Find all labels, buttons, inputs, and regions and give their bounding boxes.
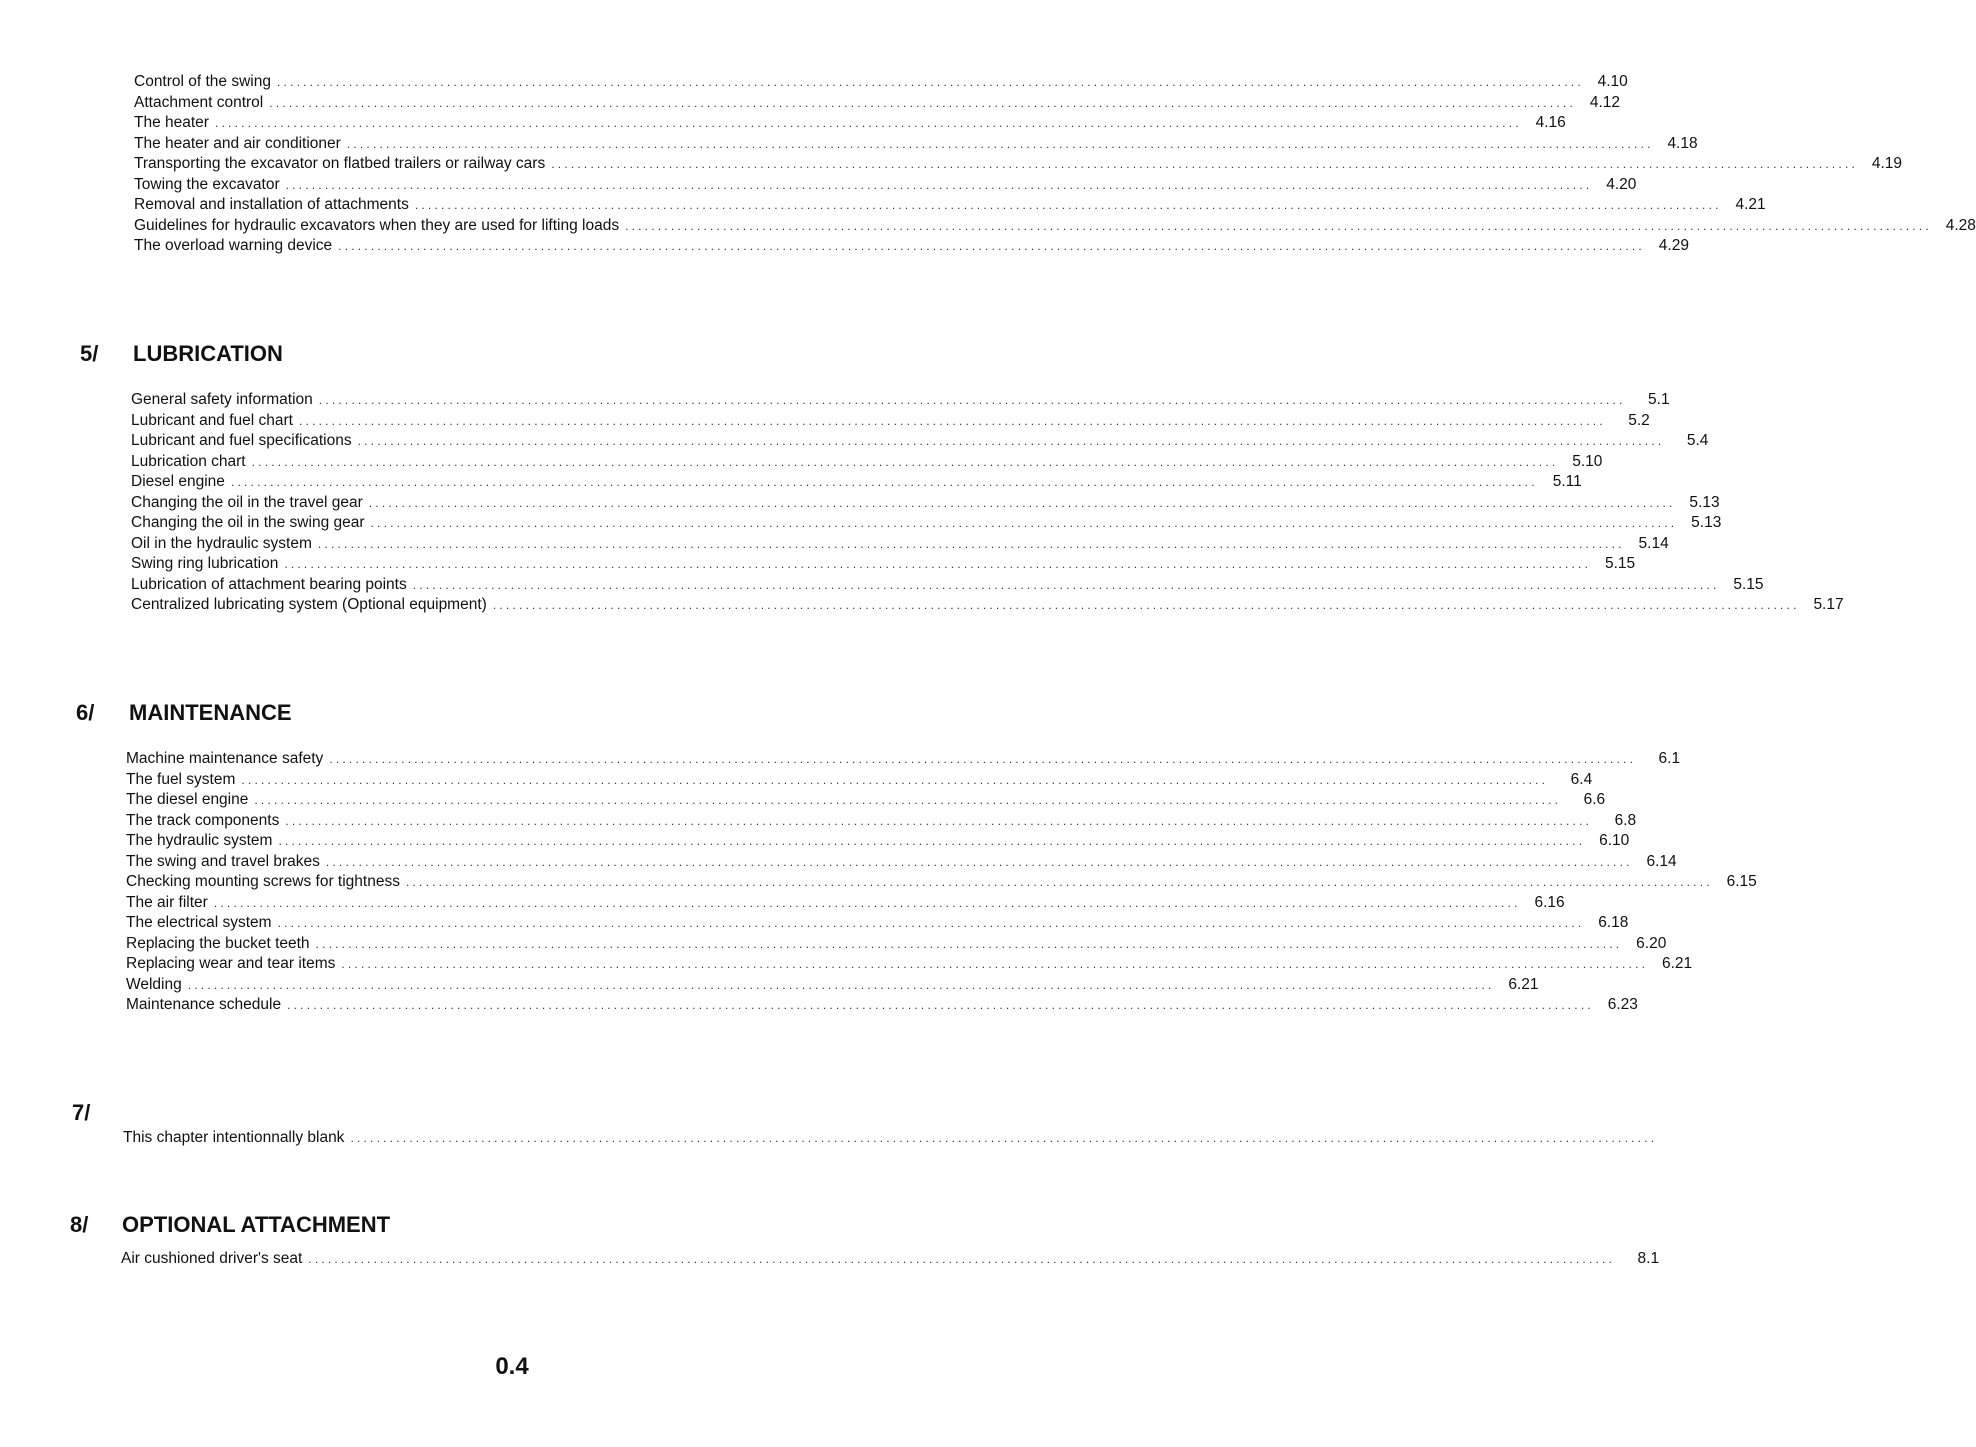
toc-entry <box>134 195 1766 216</box>
toc-entry-page: 5.13 <box>1691 514 1722 531</box>
toc-entry <box>126 893 1565 914</box>
toc-entry-title: Lubricant and fuel chart <box>131 411 293 429</box>
toc-entry-page: 5.1 <box>1648 391 1670 408</box>
toc-dot-leader: ........................................................................................................................................................................................................ <box>230 475 1538 489</box>
toc-entry-title: Replacing wear and tear items <box>126 955 336 972</box>
toc-entry-page: 6.21 <box>1508 975 1539 993</box>
toc-entry-title: Towing the excavator <box>134 175 280 193</box>
toc-dot-leader: ........................................................................................................................................................................................................ <box>277 916 1585 930</box>
toc-entry-title: The overload warning device <box>134 237 333 254</box>
toc-entry-title: Centralized lubricating system (Optional equipment) <box>131 596 487 613</box>
toc-entry-title: The electrical system <box>126 914 272 931</box>
toc-entry <box>126 770 1593 791</box>
toc-entry-title: Attachment control <box>134 93 264 111</box>
toc-dot-leader: ........................................................................................................................................................................................................ <box>325 854 1633 869</box>
toc-entry-page: 6.10 <box>1599 832 1630 849</box>
toc-entry <box>134 134 1698 155</box>
toc-entry-page: 5.10 <box>1572 452 1603 470</box>
toc-entry-title: Diesel engine <box>131 473 225 490</box>
toc-entry <box>134 216 1976 237</box>
toc-entry <box>134 113 1566 134</box>
toc-entry-title: Removal and installation of attachments <box>134 196 409 213</box>
toc-entry-page: 5.4 <box>1686 432 1709 449</box>
toc-dot-leader: ........................................................................................................................................................................................................ <box>241 772 1549 787</box>
toc-dot-leader: ........................................................................................................................................................................................................ <box>492 598 1800 612</box>
toc-entry-title: The swing and travel brakes <box>126 852 320 870</box>
toc-entry-page: 6.18 <box>1598 914 1629 931</box>
toc-entry <box>131 452 1603 473</box>
toc-entry <box>126 954 1693 975</box>
toc-entry <box>131 390 1670 411</box>
toc-entry <box>126 790 1606 811</box>
toc-dot-leader: ........................................................................................................................................................................................................ <box>254 793 1562 807</box>
toc-dot-leader: ........................................................................................................................................................................................................ <box>299 413 1606 428</box>
toc-entry-title: Transporting the excavator on flatbed trailers or railway cars <box>134 155 546 172</box>
toc-dot-leader: ........................................................................................................................................................................................................ <box>341 957 1649 971</box>
toc-dot-leader: ........................................................................................................................................................................................................ <box>315 936 1623 951</box>
toc-dot-leader: ........................................................................................................................................................................................................ <box>277 75 1584 89</box>
section8-title: OPTIONAL ATTACHMENT <box>122 1212 391 1237</box>
toc-entry-page: 6.16 <box>1534 893 1565 911</box>
section8-entries <box>121 1249 1660 1270</box>
toc-entry-title: The air filter <box>126 893 208 911</box>
section6-number: 6/ <box>76 700 95 725</box>
toc-dot-leader: ........................................................................................................................................................................................................ <box>350 1131 1658 1145</box>
toc-dot-leader: ........................................................................................................................................................................................................ <box>251 454 1559 469</box>
toc-entry-page: 5.14 <box>1638 534 1669 552</box>
toc-dot-leader: ........................................................................................................................................................................................................ <box>329 752 1637 766</box>
toc-entry-title: Checking mounting screws for tightness <box>126 873 400 890</box>
section4-entries <box>134 72 1976 257</box>
toc-entry-page: 6.20 <box>1636 934 1667 952</box>
toc-entry-title: Lubrication of attachment bearing points <box>131 575 407 593</box>
section6-entries <box>126 749 1757 1016</box>
toc-entry-title: Changing the oil in the swing gear <box>131 514 365 531</box>
toc-entry-page: 5.11 <box>1552 473 1582 490</box>
toc-entry-title: Air cushioned driver's seat <box>121 1250 303 1267</box>
toc-dot-leader: ........................................................................................................................................................................................................ <box>318 393 1626 407</box>
toc-entry <box>134 236 1689 257</box>
toc-entry-page: 4.12 <box>1589 93 1621 111</box>
toc-dot-leader: ........................................................................................................................................................................................................ <box>551 157 1859 171</box>
toc-entry <box>134 154 1903 175</box>
toc-entry-title: The fuel system <box>126 770 236 788</box>
toc-entry-page: 6.21 <box>1661 955 1693 972</box>
toc-entry-title: The track components <box>126 811 280 829</box>
toc-entry-title: Swing ring lubrication <box>131 555 279 572</box>
toc-entry-page: 5.2 <box>1628 411 1650 429</box>
toc-entry-page: 6.1 <box>1658 750 1681 767</box>
toc-entry <box>131 513 1722 534</box>
toc-entry-page: 6.8 <box>1614 811 1637 829</box>
section7-entries <box>123 1128 1658 1149</box>
toc-entry-title: Lubricant and fuel specifications <box>131 432 352 449</box>
section5-title: LUBRICATION <box>133 341 283 366</box>
toc-entry <box>131 411 1650 432</box>
toc-dot-leader: ........................................................................................................................................................................................................ <box>357 434 1665 448</box>
toc-dot-leader: ........................................................................................................................................................................................................ <box>269 95 1577 110</box>
toc-dot-leader: ........................................................................................................................................................................................................ <box>405 875 1713 889</box>
toc-dot-leader: ........................................................................................................................................................................................................ <box>285 813 1593 828</box>
section5-number: 5/ <box>80 341 99 366</box>
toc-entry-title: Guidelines for hydraulic excavators when they are used for lifting loads <box>134 216 620 234</box>
toc-entry <box>126 975 1539 996</box>
toc-entry <box>131 575 1764 596</box>
toc-entry <box>126 852 1677 873</box>
toc-entry-title: Welding <box>126 975 182 993</box>
toc-entry-title: The diesel engine <box>126 791 249 808</box>
toc-entry <box>131 554 1636 575</box>
toc-entry <box>126 872 1757 893</box>
toc-entry-page: 6.14 <box>1646 852 1677 870</box>
toc-entry-page: 4.28 <box>1945 216 1976 234</box>
toc-dot-leader: ........................................................................................................................................................................................................ <box>214 116 1522 130</box>
toc-dot-leader: ........................................................................................................................................................................................................ <box>284 557 1592 571</box>
toc-entry-title: General safety information <box>131 391 313 408</box>
section5-entries <box>131 390 1844 616</box>
section6-title: MAINTENANCE <box>129 700 292 725</box>
toc-entry-title: Machine maintenance safety <box>126 750 324 767</box>
toc-entry-page: 4.19 <box>1871 155 1903 172</box>
toc-entry <box>126 995 1638 1016</box>
toc-dot-leader: ........................................................................................................................................................................................................ <box>625 218 1932 233</box>
toc-dot-leader: ........................................................................................................................................................................................................ <box>213 895 1521 910</box>
toc-dot-leader: ........................................................................................................................................................................................................ <box>414 198 1722 212</box>
toc-entry-title: Lubrication chart <box>131 452 246 470</box>
toc-entry-page: 5.15 <box>1604 555 1636 572</box>
toc-entry <box>131 493 1720 514</box>
toc-entry <box>123 1128 1658 1149</box>
toc-dot-leader: ........................................................................................................................................................................................................ <box>308 1252 1616 1266</box>
toc-dot-leader: ........................................................................................................................................................................................................ <box>285 177 1593 192</box>
toc-entry <box>126 934 1667 955</box>
toc-entry <box>126 749 1681 770</box>
toc-entry-title: The hydraulic system <box>126 832 273 849</box>
toc-entry-page: 4.16 <box>1535 114 1566 131</box>
toc-entry-page: 5.15 <box>1733 575 1764 593</box>
toc-entry-title: Replacing the bucket teeth <box>126 934 310 952</box>
toc-entry <box>131 595 1844 616</box>
toc-dot-leader: ........................................................................................................................................................................................................ <box>278 834 1586 848</box>
toc-entry <box>134 93 1621 114</box>
section8-number: 8/ <box>70 1212 89 1237</box>
toc-dot-leader: ........................................................................................................................................................................................................ <box>370 516 1678 530</box>
toc-entry-title: Control of the swing <box>134 73 271 90</box>
toc-entry <box>126 913 1629 934</box>
toc-dot-leader: ........................................................................................................................................................................................................ <box>317 536 1625 551</box>
toc-entry <box>134 175 1637 196</box>
toc-entry <box>134 72 1628 93</box>
toc-entry-page: 6.6 <box>1583 791 1606 808</box>
toc-entry-page: 5.13 <box>1689 493 1720 511</box>
section7-number: 7/ <box>72 1100 91 1125</box>
toc-entry-page: 4.21 <box>1735 196 1766 213</box>
toc-entry-title: Changing the oil in the travel gear <box>131 493 363 511</box>
toc-entry-title: This chapter intentionnally blank <box>123 1129 345 1146</box>
toc-entry-title: Maintenance schedule <box>126 996 282 1013</box>
toc-dot-leader: ........................................................................................................................................................................................................ <box>412 577 1720 592</box>
toc-dot-leader: ........................................................................................................................................................................................................ <box>187 977 1495 992</box>
toc-entry-page: 4.29 <box>1658 237 1689 254</box>
toc-entry-page: 6.4 <box>1570 770 1593 788</box>
toc-entry <box>131 472 1582 493</box>
toc-dot-leader: ........................................................................................................................................................................................................ <box>346 136 1654 151</box>
toc-entry-page: 4.20 <box>1606 175 1637 193</box>
toc-entry <box>131 534 1669 555</box>
toc-entry-page: 5.17 <box>1813 596 1844 613</box>
toc-entry <box>121 1249 1660 1270</box>
toc-entry-title: The heater and air conditioner <box>134 134 341 152</box>
toc-entry <box>126 831 1630 852</box>
toc-dot-leader: ........................................................................................................................................................................................................ <box>338 239 1645 253</box>
toc-entry-title: The heater <box>134 114 209 131</box>
toc-entry <box>126 811 1637 832</box>
toc-entry-page: 6.15 <box>1726 873 1757 890</box>
page-number: 0.4 <box>495 1353 529 1380</box>
toc-entry-page: 8.1 <box>1637 1250 1660 1267</box>
toc-entry-page: 6.23 <box>1607 996 1638 1013</box>
toc-entry-page: 4.10 <box>1597 73 1628 90</box>
toc-dot-leader: ........................................................................................................................................................................................................ <box>368 495 1676 510</box>
toc-entry-page: 4.18 <box>1667 134 1698 152</box>
toc-dot-leader: ........................................................................................................................................................................................................ <box>287 998 1594 1012</box>
toc-entry <box>131 431 1709 452</box>
toc-entry-title: Oil in the hydraulic system <box>131 534 312 552</box>
